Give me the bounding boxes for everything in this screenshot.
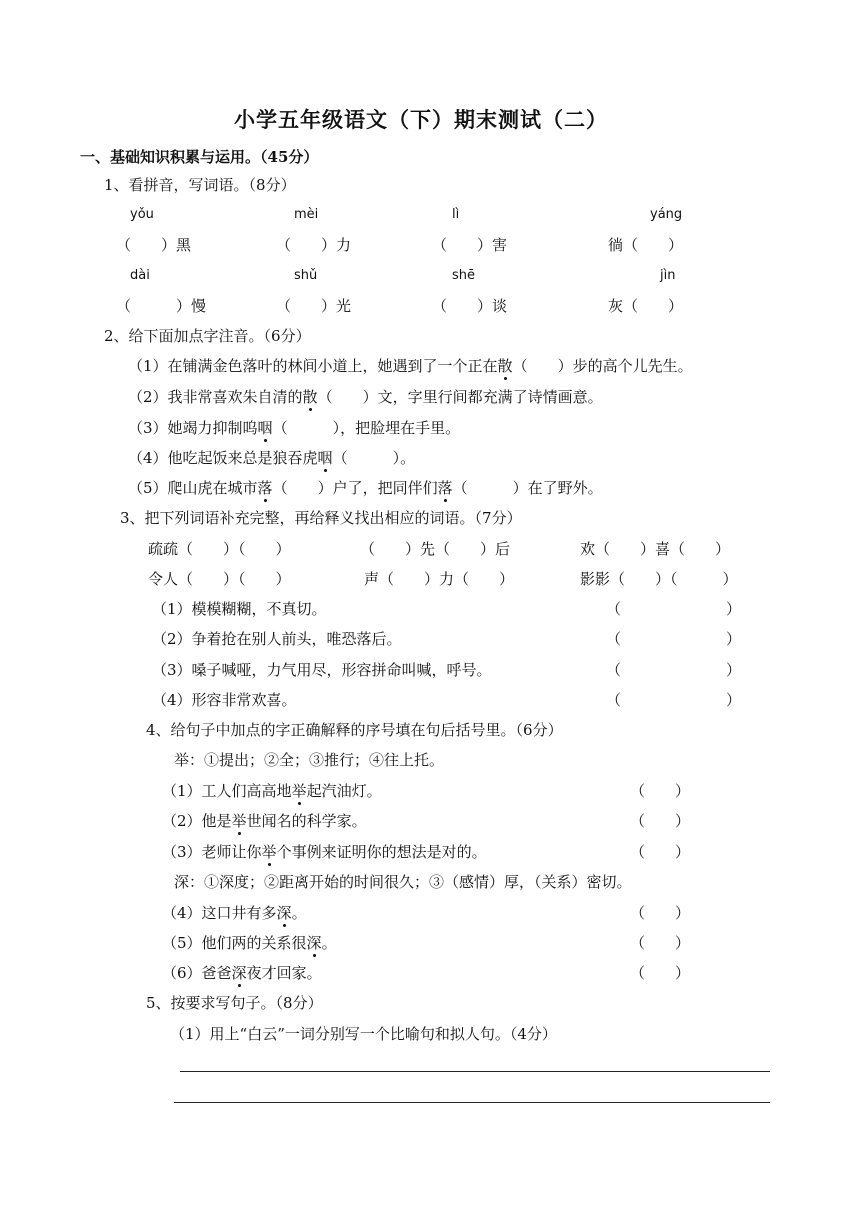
definition: （1）模模糊糊，不真切。 xyxy=(152,600,327,618)
word-blank[interactable]: 徜（ ） xyxy=(608,236,684,254)
sentence: （5）爬山虎在城市落（ ）户了，把同伴们落（ ）在了野外。 xyxy=(128,479,603,497)
pinyin: dài xyxy=(130,268,150,283)
answer-blank[interactable]: （ ） xyxy=(630,904,691,922)
dotted-char: 散 xyxy=(302,388,318,406)
word-blank[interactable]: （ ）光 xyxy=(276,297,352,315)
idiom-blank[interactable]: 令人（ ）（ ） xyxy=(148,570,291,588)
answer-blank[interactable]: （ ） xyxy=(630,812,691,830)
dotted-char: 散 xyxy=(497,357,513,375)
word-blank[interactable]: （ ）害 xyxy=(432,236,508,254)
dotted-char: 落 xyxy=(437,479,453,497)
definition: （3）嗓子喊哑，力气用尽，形容拼命叫喊，呼号。 xyxy=(152,661,492,679)
answer-line[interactable] xyxy=(180,1071,770,1072)
answer-blank[interactable]: （ ） xyxy=(606,661,742,679)
sentence: （3）她竭力抑制呜咽（ ），把脸埋在手里。 xyxy=(128,419,461,437)
sentence: （2）我非常喜欢朱自清的散（ ）文，字里行间都充满了诗情画意。 xyxy=(128,388,603,406)
answer-blank[interactable]: （ ） xyxy=(630,964,691,982)
answer-blank[interactable]: （ ） xyxy=(630,934,691,952)
definition: （4）形容非常欢喜。 xyxy=(152,691,297,709)
pinyin: shǔ xyxy=(294,268,318,283)
pinyin: lì xyxy=(452,207,460,222)
answer-blank[interactable]: （ ） xyxy=(630,843,691,861)
idiom-blank[interactable]: 欢（ ）喜（ ） xyxy=(580,540,731,558)
q4-heading: 4、给句子中加点的字正确解释的序号填在句后括号里。（6分） xyxy=(146,721,563,739)
section-heading: 一、基础知识积累与运用。（45分） xyxy=(80,148,319,166)
word-blank[interactable]: （ ）力 xyxy=(276,236,352,254)
sentence: （4）这口井有多深。 xyxy=(162,904,307,922)
q2-heading: 2、给下面加点字注音。（6分） xyxy=(104,327,311,345)
idiom-blank[interactable]: 声（ ）力（ ） xyxy=(364,570,515,588)
dotted-char: 举 xyxy=(231,812,247,830)
word-blank[interactable]: （ ）谈 xyxy=(432,297,508,315)
answer-blank[interactable]: （ ） xyxy=(606,691,742,709)
answer-line[interactable] xyxy=(174,1102,770,1103)
dotted-char: 深 xyxy=(276,904,292,922)
pinyin: jìn xyxy=(660,268,676,283)
dotted-char: 举 xyxy=(291,782,307,800)
sentence: （3）老师让你举个事例来证明你的想法是对的。 xyxy=(162,843,487,861)
answer-blank[interactable]: （ ） xyxy=(606,630,742,648)
sentence: （5）他们两的关系很深。 xyxy=(162,934,337,952)
sentence: （6）爸爸深夜才回家。 xyxy=(162,964,322,982)
answer-blank[interactable]: （ ） xyxy=(630,782,691,800)
idiom-blank[interactable]: 影影（ ）（ ） xyxy=(580,570,738,588)
dotted-char: 咽 xyxy=(317,449,333,467)
meanings: 深：①深度；②距离开始的时间很久；③（感情）厚，（关系）密切。 xyxy=(174,873,632,891)
dotted-char: 落 xyxy=(257,479,273,497)
answer-blank[interactable]: （ ） xyxy=(606,600,742,618)
dotted-char: 深 xyxy=(306,934,322,952)
meanings: 举：①提出；②全；③推行；④往上托。 xyxy=(174,751,445,769)
word-blank[interactable]: 灰（ ） xyxy=(608,297,684,315)
dotted-char: 深 xyxy=(231,964,247,982)
word-blank[interactable]: （ ）慢 xyxy=(116,297,207,315)
pinyin: yǒu xyxy=(130,207,154,222)
pinyin: mèi xyxy=(294,207,319,222)
q1-heading: 1、看拼音，写词语。（8分） xyxy=(104,176,296,194)
q5-heading: 5、按要求写句子。（8分） xyxy=(146,994,323,1012)
definition: （2）争着抢在别人前头，唯恐落后。 xyxy=(152,630,402,648)
dotted-char: 咽 xyxy=(257,419,273,437)
sentence: （1）工人们高高地举起汽油灯。 xyxy=(162,782,382,800)
word-blank[interactable]: （ ）黑 xyxy=(116,236,192,254)
sentence: （1）在铺满金色落叶的林间小道上，她遇到了一个正在散（ ）步的高个儿先生。 xyxy=(128,357,693,375)
sentence: （4）他吃起饭来总是狼吞虎咽（ ）。 xyxy=(128,449,416,467)
pinyin: yáng xyxy=(650,207,683,222)
idiom-blank[interactable]: 疏疏（ ）（ ） xyxy=(148,540,291,558)
dotted-char: 举 xyxy=(261,843,277,861)
q5-subquestion: （1）用上“白云”一词分别写一个比喻句和拟人句。（4分） xyxy=(170,1025,557,1043)
pinyin: shē xyxy=(452,268,476,283)
sentence: （2）他是举世闻名的科学家。 xyxy=(162,812,367,830)
page-title: 小学五年级语文（下）期末测试（二） xyxy=(234,107,608,132)
q3-heading: 3、把下列词语补充完整，再给释义找出相应的词语。（7分） xyxy=(120,509,522,527)
idiom-blank[interactable]: （ ）先（ ）后 xyxy=(360,540,511,558)
